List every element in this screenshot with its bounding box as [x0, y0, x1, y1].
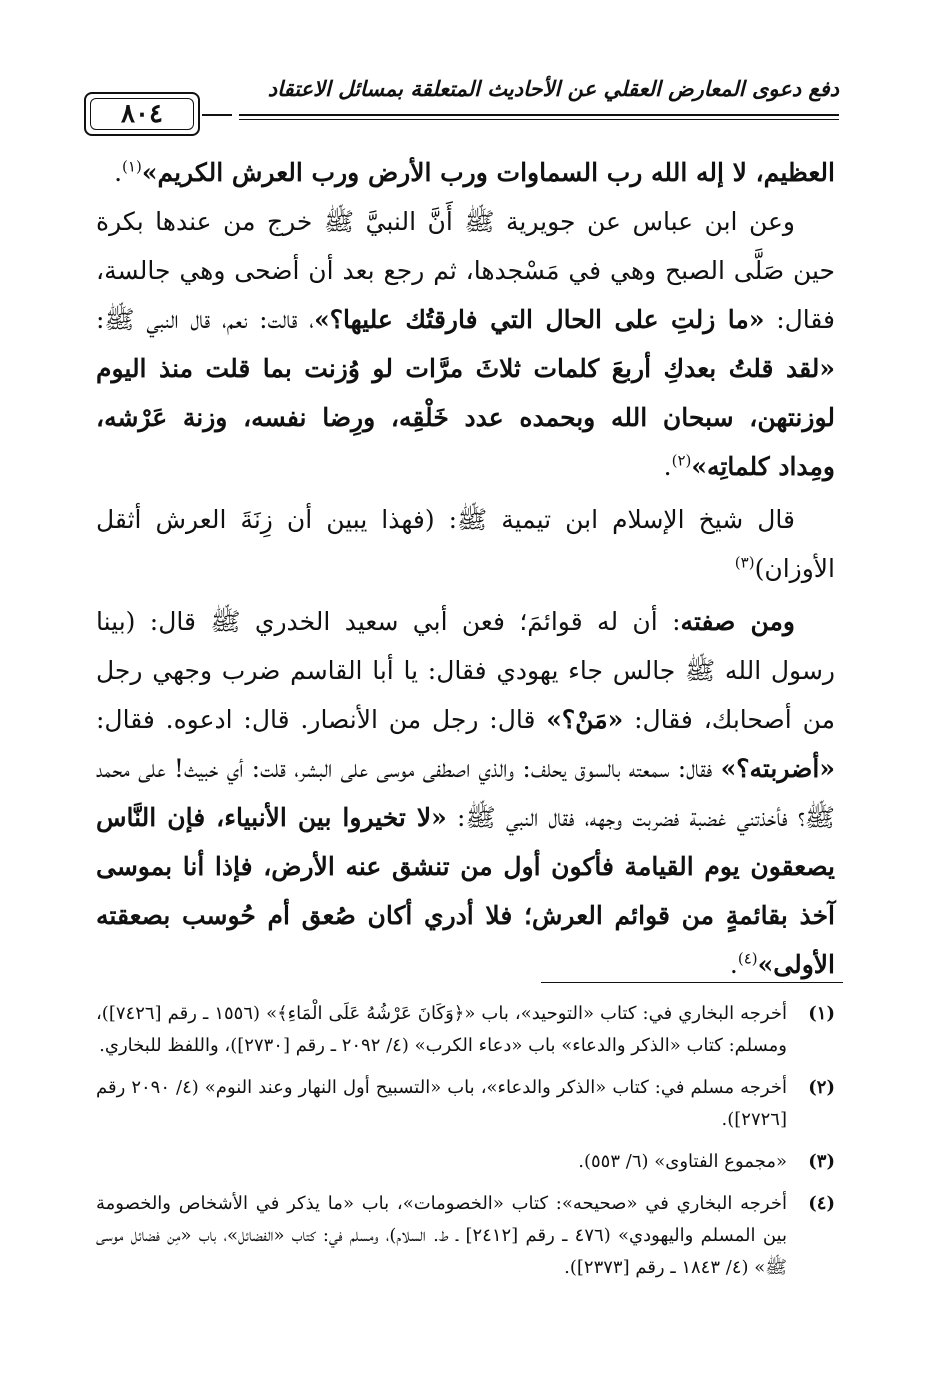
footnote-text: «مجموع الفتاوى» (٦/ ٥٥٣).	[578, 1151, 787, 1172]
paragraph-2	[96, 197, 835, 491]
footnote-number: (٣)	[808, 1151, 835, 1172]
footnote-ref: (٤)	[737, 949, 758, 968]
hadith-quote-bold: «لا تخيروا بين الأنبياء، فإن النَّاس يصعقون يوم القيامة فأكون أول من تنشق عنه الأرض، فإذا أنا بموسى آخذ بقائمةٍ من قوائم العرش؛ فلا أدري أكان صُعق أم حُوسب بصعقته الأولى»	[96, 803, 835, 979]
narration-text: قال: رجل من الأنصار. قال: ادعوه. فقال:	[96, 705, 547, 734]
narration-text: فقال: سمعته بالسوق يحلف: والذي اصطفى موسى على البشر، قلت: أي خبيث! على محمد ﷺ؟ فأخذتني غضبة فضربت وجهه، فقال النبي ﷺ:	[96, 754, 835, 832]
quote-bold: «أضربته؟»	[720, 754, 835, 783]
footnote-4	[96, 1188, 835, 1284]
page-header	[84, 70, 839, 132]
narration-text: وعن ابن عباس عن جويرية ﷺ أَنَّ النبيَّ ﷺ خرج من عندها بكرة حين صَلَّى الصبح وهي في مَسْجدها، ثم رجع بعد أن أضحى وهي جالسة، فقال:	[96, 207, 836, 334]
quote-bold: «ما زلتِ على الحال التي فارقتُك عليها؟»	[314, 305, 765, 334]
header-rule-thin	[239, 119, 839, 120]
footnote-divider	[541, 982, 843, 983]
header-dash	[202, 114, 232, 116]
paragraph-4	[96, 597, 835, 989]
footnote-text: أخرجه البخاري في: كتاب «التوحيد»، باب «﴿وَكَانَ عَرْشُهُ عَلَى الْمَاءِ﴾» (١٥٥٦ ـ رقم [٧٤٢٦])، ومسلم: كتاب «الذكر والدعاء» باب «دعاء الكرب» (٤/ ٢٠٩٢ ـ رقم [٢٧٣٠])، واللفظ للبخاري.	[96, 1003, 787, 1056]
narration-text: : أن له قوائمَ؛ فعن أبي سعيد الخدري ﷺ قال: (بينا رسول الله ﷺ جالس جاء يهودي فقال: يا أبا القاسم ضرب وجهي رجل من أصحابك، فقال:	[96, 607, 835, 734]
footnotes	[96, 998, 835, 1294]
quote-bold: العظيم، لا إله الله رب السماوات ورب الأرض ورب العرش الكريم»	[141, 158, 835, 187]
footnote-ref: (٣)	[734, 553, 755, 572]
punctuation: .	[663, 452, 672, 481]
footnote-number: (١)	[808, 1003, 835, 1024]
header-rule	[239, 114, 839, 116]
footnote-ref: (١)	[122, 157, 142, 176]
main-text	[96, 148, 835, 989]
quote-bold: «مَنْ؟»	[546, 705, 624, 734]
citation-text: قال شيخ الإسلام ابن تيمية ﷺ: (فهذا يبين أن زِنَةَ العرش أثقل الأوزان)	[96, 505, 835, 583]
footnote-number: (٤)	[808, 1193, 835, 1214]
hadith-quote-bold: «لقد قلتُ بعدكِ أربعَ كلمات ثلاثَ مرَّات لو وُزنت بما قلت منذ اليوم لوزنتهن، سبحان الله وبحمده عدد خَلْقِه، ورِضا نفسه، وزنة عَرْشه، ومِداد كلماتِه»	[96, 354, 835, 481]
narration-text: ، قالت: نعم، قال النبي ﷺ:	[96, 305, 315, 334]
running-title: دفع دعوى المعارض العقلي عن الأحاديث المتعلقة بمسائل الاعتقاد	[267, 76, 839, 101]
footnote-1	[96, 998, 835, 1062]
paragraph-1	[96, 148, 835, 197]
punctuation: .	[114, 158, 123, 187]
footnote-text: أخرجه مسلم في: كتاب «الذكر والدعاء»، باب «التسبيح أول النهار وعند النوم» (٤/ ٢٠٩٠ رقم [٢٧٢٦]).	[96, 1077, 787, 1130]
page-number-box	[84, 92, 200, 136]
footnote-text: أخرجه البخاري في «صحيحه»: كتاب «الخصومات»، باب «ما يذكر في الأشخاص والخصومة بين المسلم واليهودي» (٤٧٦ ـ رقم [٢٤١٢] ـ ط. السلام)، ومسلم في: كتاب «الفضائل»، باب «مِن فضائل موسى ﷺ» (٤/ ١٨٤٣ ـ رقم [٢٣٧٣]).	[96, 1193, 787, 1278]
paragraph-3	[96, 495, 835, 593]
footnote-3	[96, 1146, 835, 1178]
section-lead-bold: ومن صفته	[680, 607, 795, 636]
footnote-ref: (٢)	[671, 451, 692, 470]
footnote-number: (٢)	[808, 1077, 835, 1098]
page-number: ٨٠٤	[121, 99, 163, 129]
punctuation: .	[729, 950, 738, 979]
footnote-2	[96, 1072, 835, 1136]
